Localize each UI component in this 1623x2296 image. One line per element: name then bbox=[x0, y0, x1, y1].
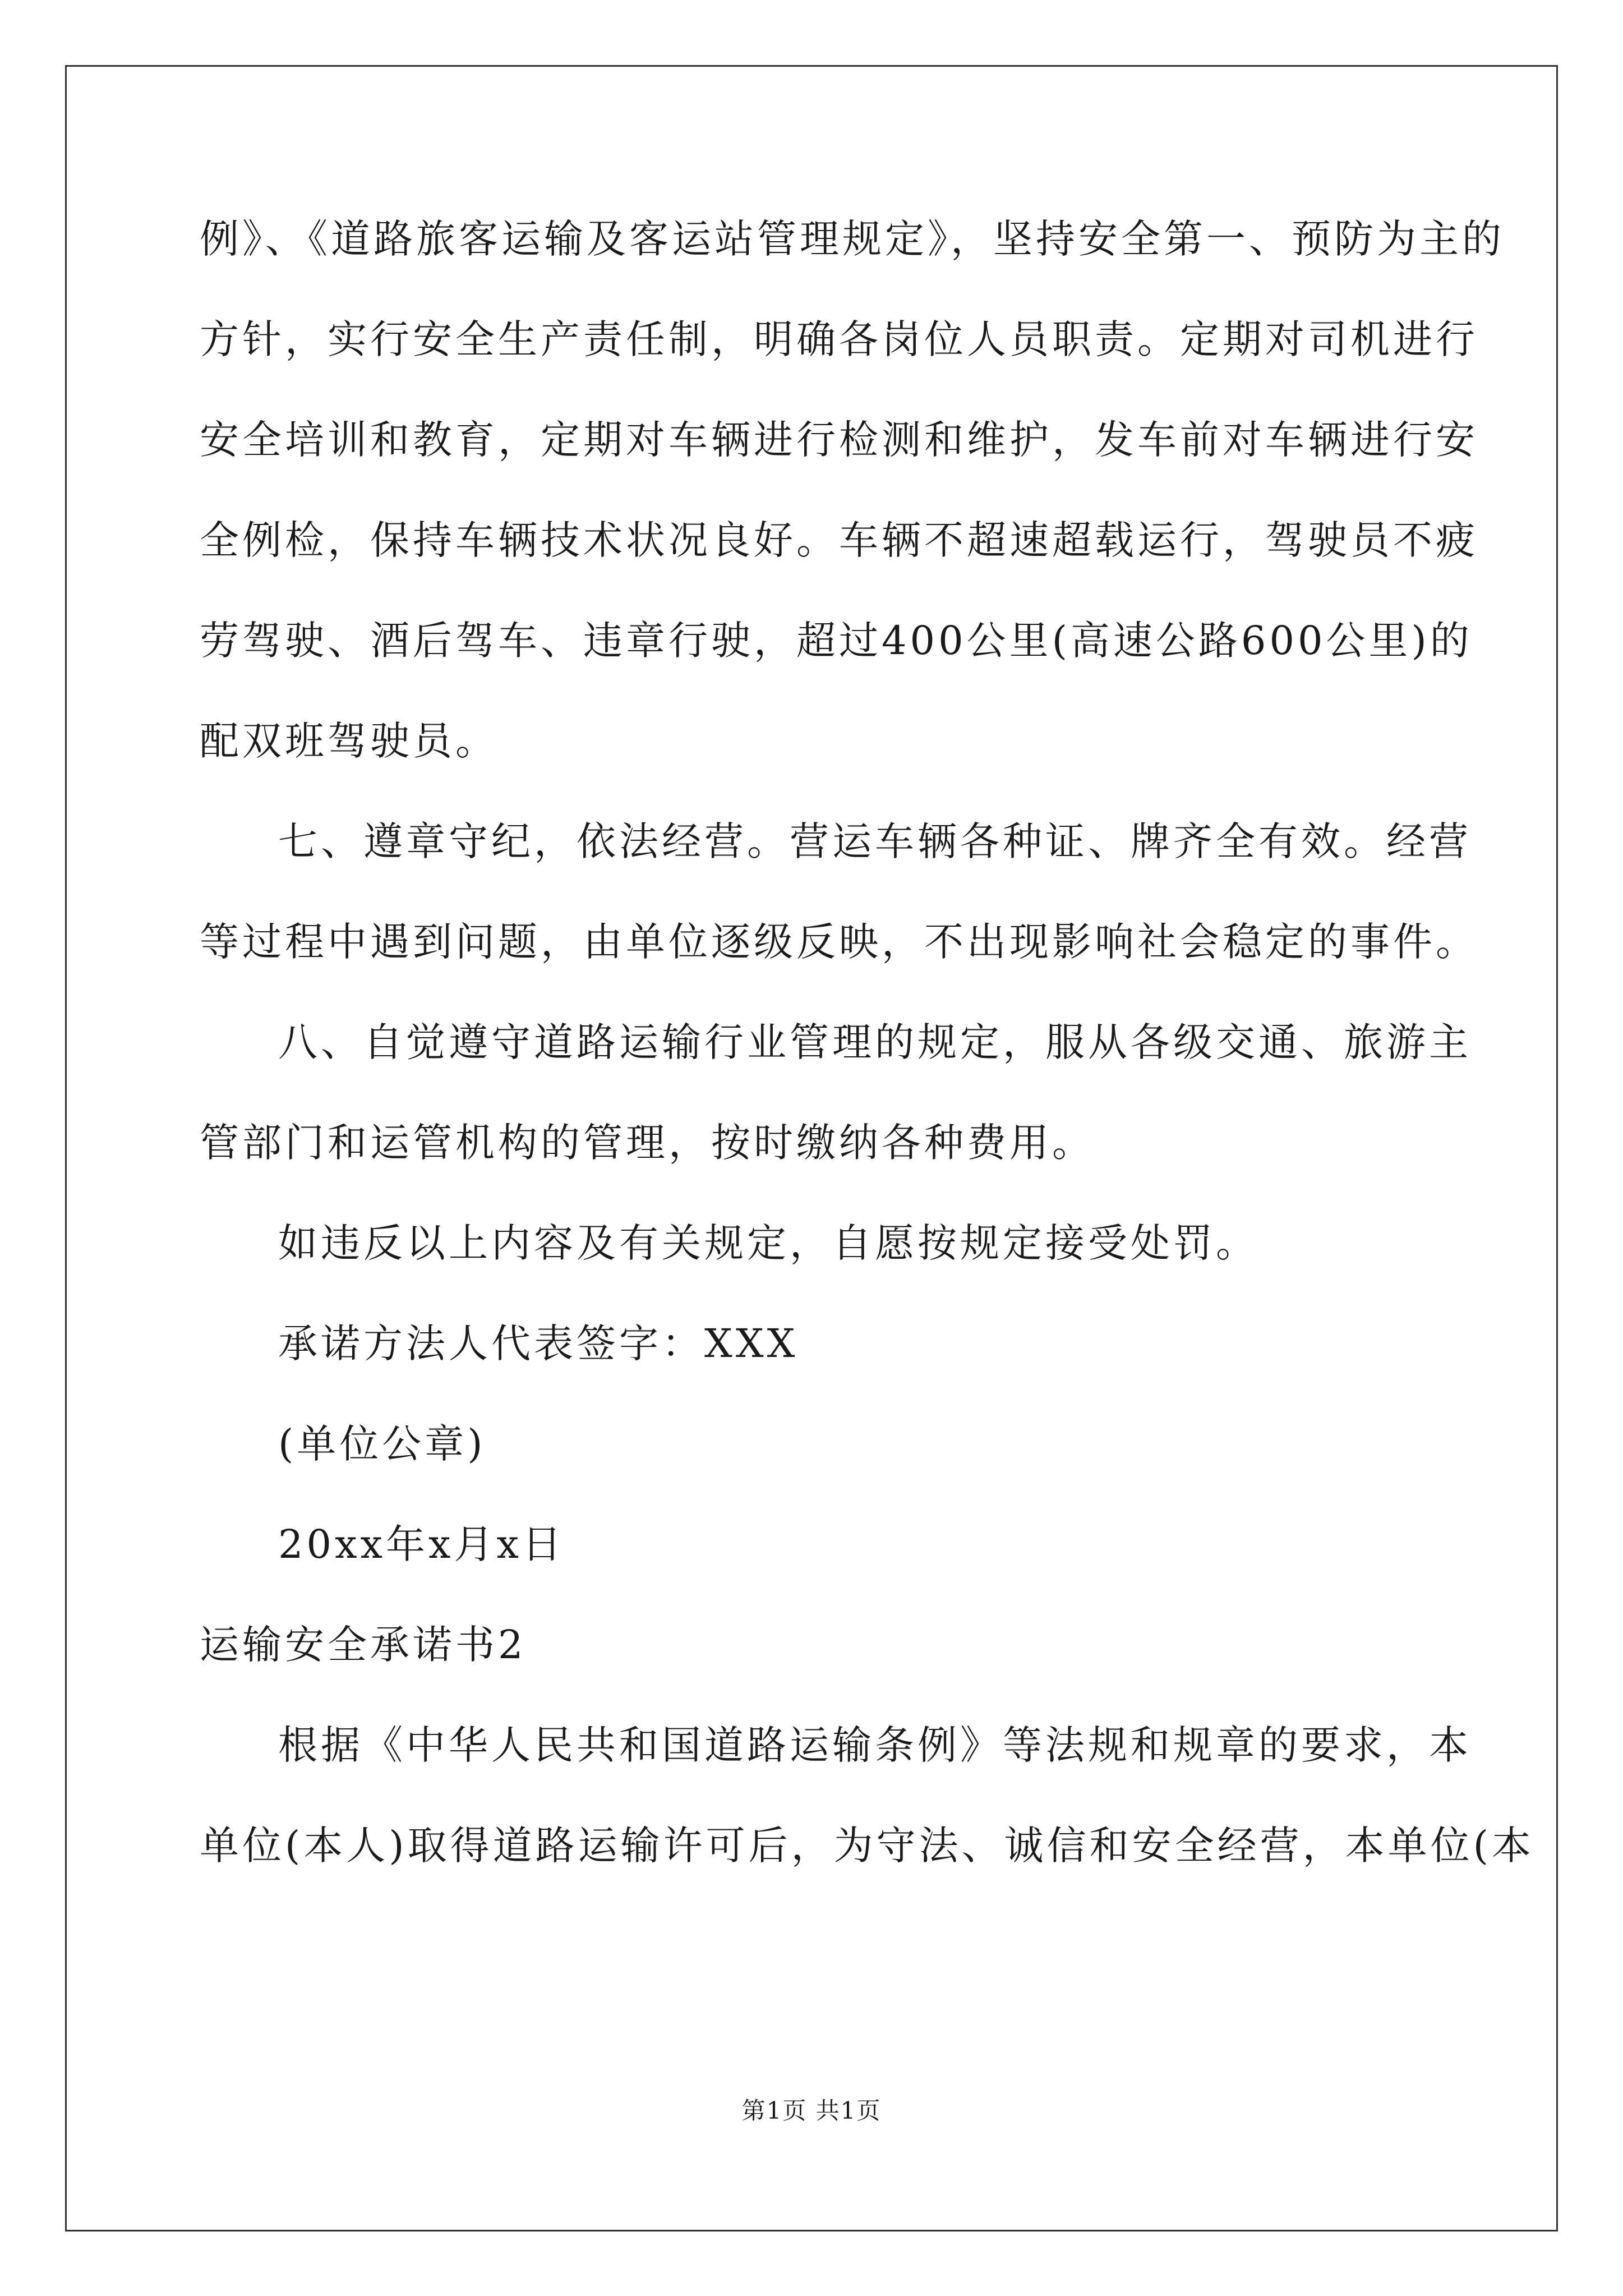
text-line: 劳驾驶、酒后驾车、违章行驶，超过400公里(高速公路600公里)的 bbox=[200, 618, 1473, 664]
paragraph-first-line: 根据《中华人民共和国道路运输条例》等法规和规章的要求，本 bbox=[278, 1722, 1472, 1768]
text-line: 例》、《道路旅客运输及客运站管理规定》，坚持安全第一、预防为主的 bbox=[200, 216, 1505, 262]
text-line: 配双班驾驶员。 bbox=[200, 718, 498, 764]
section-title: 运输安全承诺书2 bbox=[200, 1622, 527, 1668]
seal-line: (单位公章) bbox=[278, 1421, 486, 1467]
text-line: 管部门和运管机构的管理，按时缴纳各种费用。 bbox=[200, 1120, 1095, 1166]
paragraph-first-line: 如违反以上内容及有关规定，自愿按规定接受处罚。 bbox=[278, 1220, 1258, 1266]
text-line: 全例检，保持车辆技术状况良好。车辆不超速超载运行，驾驶员不疲 bbox=[200, 517, 1478, 563]
paragraph-first-line: 七、遵章守纪，依法经营。营运车辆各种证、牌齐全有效。经营 bbox=[278, 818, 1472, 864]
signature-line: 承诺方法人代表签字：XXX bbox=[278, 1320, 799, 1366]
text-line: 单位(本人)取得道路运输许可后，为守法、诚信和安全经营，本单位(本 bbox=[200, 1823, 1534, 1869]
date-line: 20xx年x月x日 bbox=[278, 1521, 565, 1567]
text-line: 方针，实行安全生产责任制，明确各岗位人员职责。定期对司机进行 bbox=[200, 316, 1478, 362]
text-line: 安全培训和教育，定期对车辆进行检测和维护，发车前对车辆进行安 bbox=[200, 417, 1478, 463]
paragraph-first-line: 八、自觉遵守道路运输行业管理的规定，服从各级交通、旅游主 bbox=[278, 1019, 1472, 1065]
page-footer: 第1页 共1页 bbox=[741, 2097, 882, 2124]
text-line: 等过程中遇到问题，由单位逐级反映，不出现影响社会稳定的事件。 bbox=[200, 919, 1478, 965]
